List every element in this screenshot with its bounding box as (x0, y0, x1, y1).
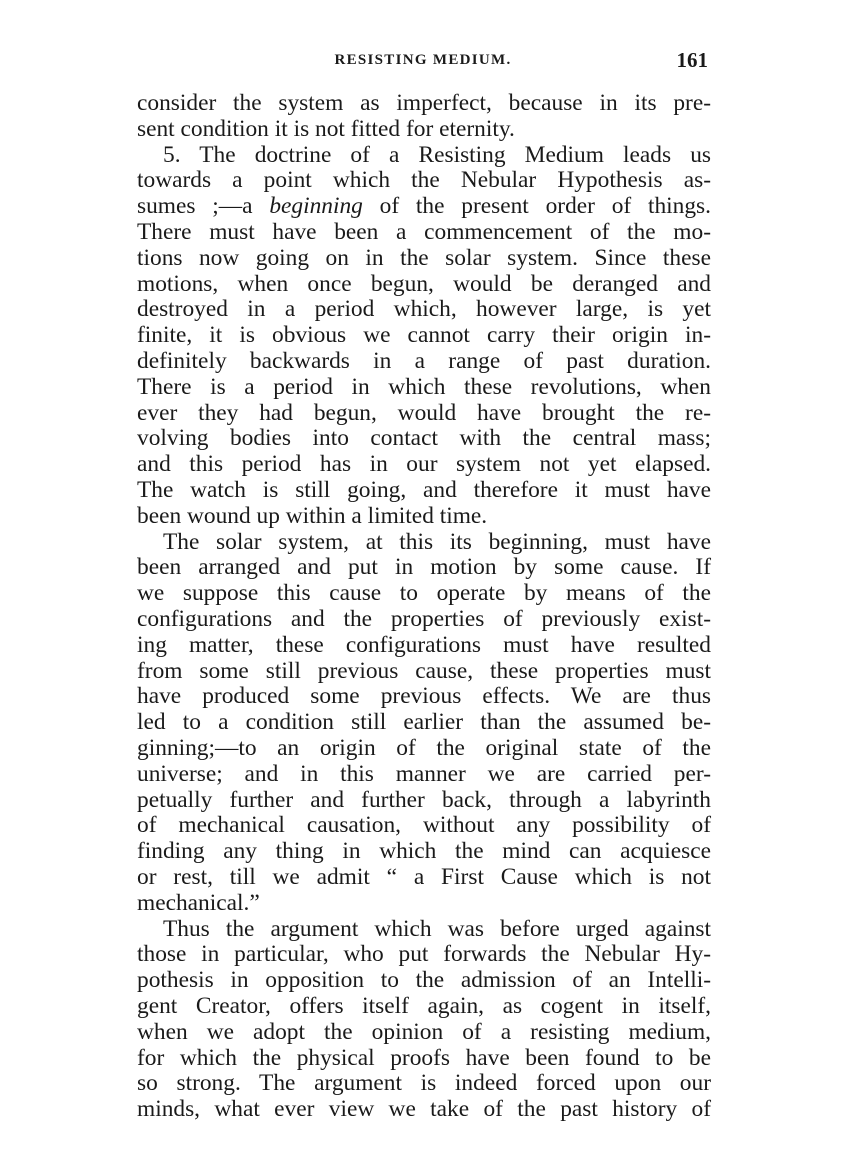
text-line: definitely backwards in a range of past duration. (137, 348, 711, 374)
text-line: There must have been a commencement of the mo- (137, 219, 711, 245)
text-run: of the present order of things. (362, 193, 712, 220)
text-line: pothesis in opposition to the admission of an Intelli- (137, 967, 711, 994)
text-line: from some still previous cause, these properties must (137, 657, 711, 684)
text-line: so strong. The argument is indeed forced upon our (137, 1070, 711, 1097)
text-line: been arranged and put in motion by some cause. If (137, 554, 711, 581)
text-line: of mechanical causation, without any possibility of (137, 812, 711, 839)
text-line: consider the system as imperfect, because in its pre- (137, 90, 711, 116)
text-line: ginning;—to an origin of the original state of the (137, 735, 711, 761)
text-line: universe; and in this manner we are carried per- (137, 760, 711, 787)
text-line: towards a point which the Nebular Hypothesis as- (137, 167, 711, 194)
text-line: we suppose this cause to operate by means of the (137, 580, 711, 607)
text-line: configurations and the properties of previously exist- (137, 606, 711, 632)
text-line: ever they had begun, would have brought the re- (137, 399, 711, 426)
text-line: led to a condition still earlier than the assumed be- (137, 709, 711, 736)
text-line: The watch is still going, and therefore it must have (137, 477, 711, 503)
text-line: or rest, till we admit “ a First Cause which is not (137, 864, 711, 890)
text-line: and this period has in our system not yet elapsed. (137, 451, 711, 478)
running-head (138, 48, 708, 72)
emphasis: beginning (269, 193, 363, 220)
text-line: gent Creator, offers itself again, as cogent in itself, (137, 993, 711, 1019)
text-line: destroyed in a period which, however large, is yet (137, 296, 711, 323)
text-line: There is a period in which these revolutions, when (137, 373, 711, 400)
text-line: minds, what ever view we take of the past history of (137, 1096, 711, 1123)
text-line: motions, when once begun, would be deranged and (137, 270, 711, 297)
text-line: have produced some previous effects. We are thus (137, 683, 711, 710)
running-title: RESISTING MEDIUM. (334, 52, 512, 68)
text-line: for which the physical proofs have been found to be (137, 1044, 711, 1071)
text-line: when we adopt the opinion of a resisting medium, (137, 1018, 711, 1045)
text-line: ing matter, these configurations must have resulted (137, 631, 711, 658)
text-line: The solar system, at this its beginning, must have (163, 528, 711, 555)
text-line: sent condition it is not fitted for eternity. (137, 115, 515, 142)
text-run: sumes ;—a (137, 193, 270, 220)
text-line: volving bodies into contact with the central mass; (137, 425, 711, 452)
text-line: petually further and further back, through a labyrinth (137, 786, 711, 813)
text-line: those in particular, who put forwards the Nebular Hy- (137, 941, 711, 968)
text-line: finite, it is obvious we cannot carry their origin in- (137, 322, 711, 349)
text-line: been wound up within a limited time. (137, 502, 488, 529)
page-number: 161 (676, 48, 708, 72)
text-line: 5. The doctrine of a Resisting Medium leads us (163, 141, 711, 168)
text-line: tions now going on in the solar system. Since these (137, 244, 711, 271)
text-line: finding any thing in which the mind can acquiesce (137, 838, 711, 865)
text-line: mechanical.” (137, 889, 260, 916)
text-line (137, 193, 711, 219)
text-line: Thus the argument which was before urged against (163, 915, 711, 942)
